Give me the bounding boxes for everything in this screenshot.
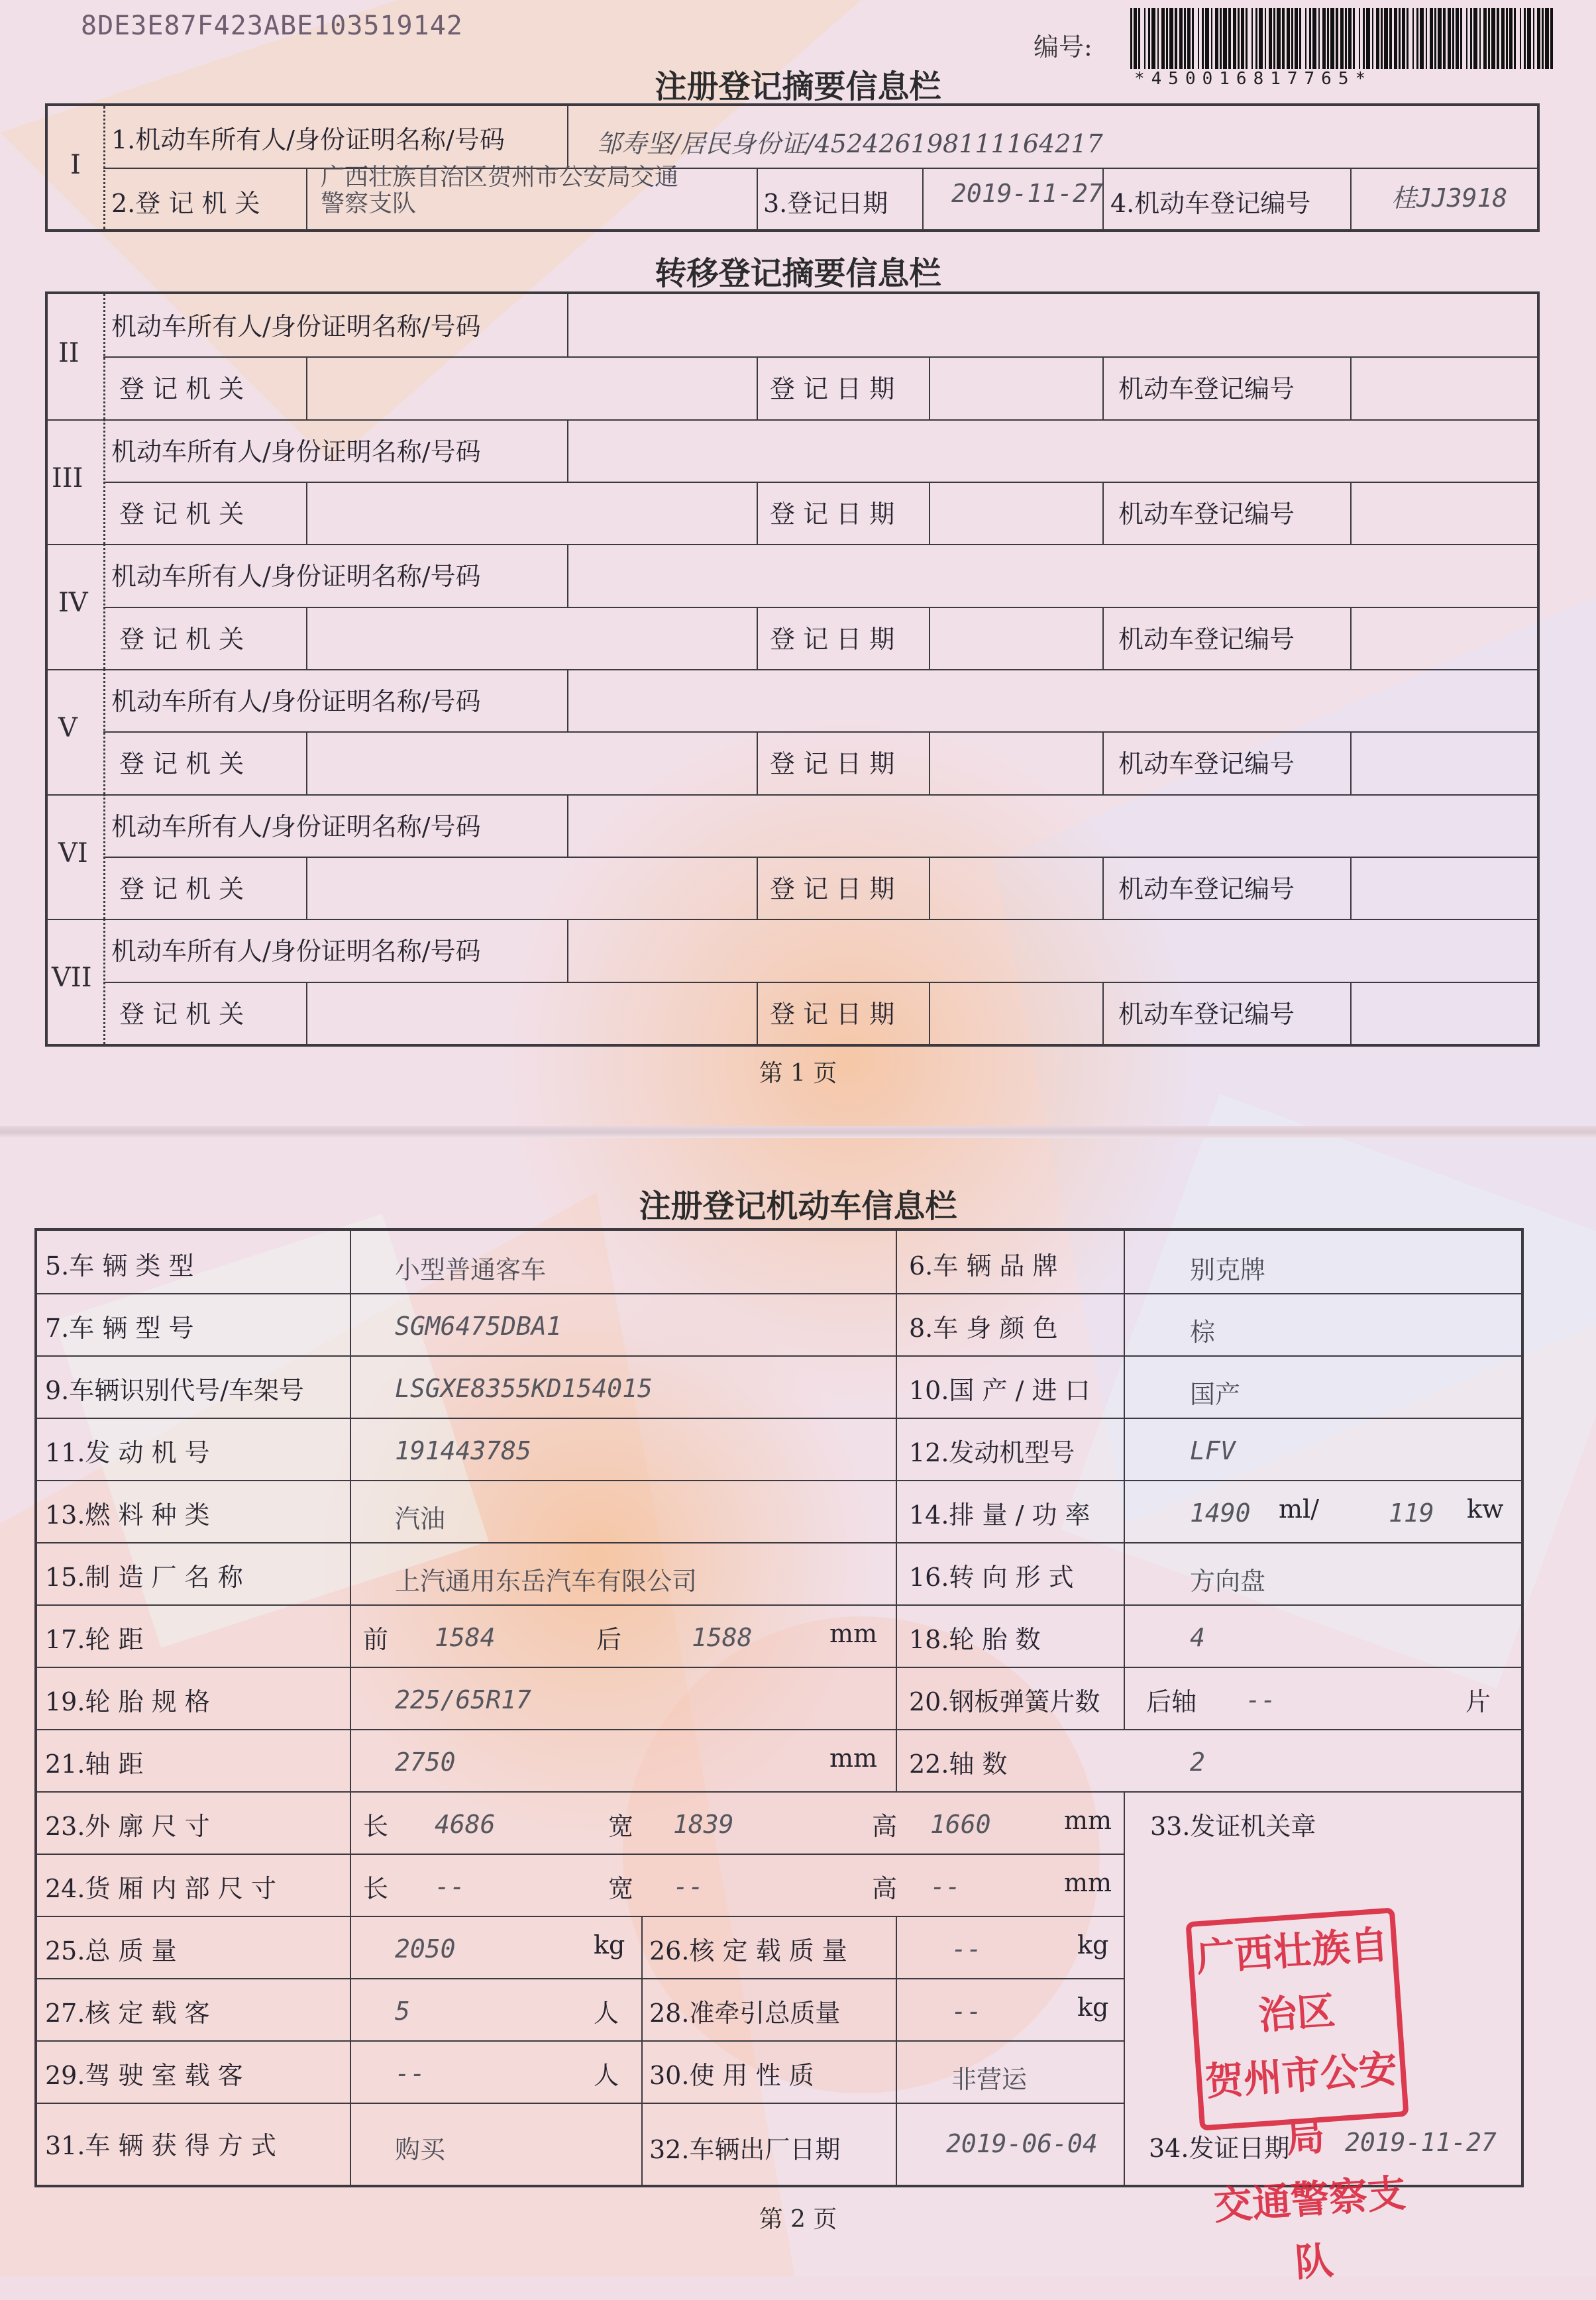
- barcode-bar: [1353, 8, 1355, 69]
- cargo-width-label: 宽: [608, 1874, 634, 1903]
- barcode-bar: [1184, 8, 1186, 69]
- steering-label: 16.转 向 形 式: [909, 1563, 1074, 1592]
- cab-passengers-unit: 人: [594, 2061, 619, 2090]
- barcode-bar: [1533, 8, 1534, 69]
- barcode-bar: [1265, 8, 1266, 69]
- barcode-bar: [1345, 8, 1347, 69]
- barcode-bar: [1412, 8, 1414, 69]
- registration-date-value: 2019-11-27: [951, 179, 1103, 208]
- barcode-bar: [1488, 8, 1490, 69]
- engine-number-value: 191443785: [395, 1436, 531, 1465]
- barcode-bar: [1527, 8, 1531, 69]
- barcode-bar: [1151, 8, 1155, 69]
- barcode-bar: [1420, 8, 1424, 69]
- cargo-width-value: --: [673, 1872, 704, 1901]
- barcode-bar: [1426, 8, 1427, 69]
- barcode-bar: [1287, 8, 1290, 69]
- transfer-owner-label: 机动车所有人/身份证明名称/号码: [111, 687, 481, 716]
- cargo-height-value: --: [930, 1872, 961, 1901]
- track-rear-value: 1588: [692, 1623, 753, 1652]
- transfer-authority-label: 登 记 机 关: [119, 999, 244, 1029]
- barcode-bar: [1202, 8, 1204, 69]
- leaf-spring-unit: 片: [1465, 1687, 1491, 1716]
- row-numeral-1: I: [70, 150, 81, 180]
- cab-passengers-value: --: [395, 2059, 425, 2088]
- transfer-date-label: 登 记 日 期: [770, 499, 895, 529]
- barcode-bar: [1443, 8, 1446, 69]
- barcode-bar: [1233, 8, 1236, 69]
- origin-label: 10.国 产 / 进 口: [909, 1376, 1091, 1405]
- tire-count-label: 18.轮 胎 数: [909, 1625, 1041, 1654]
- barcode-bar: [1359, 8, 1360, 69]
- barcode-bar: [1157, 8, 1159, 69]
- transfer-owner-label: 机动车所有人/身份证明名称/号码: [111, 312, 481, 341]
- barcode-bar: [1394, 8, 1397, 69]
- barcode-bar: [1402, 8, 1405, 69]
- cargo-height-label: 高: [872, 1874, 898, 1903]
- track-unit: mm: [829, 1619, 878, 1648]
- vehicle-model-label: 7.车 辆 型 号: [45, 1314, 194, 1343]
- page-number-1: 第 1 页: [759, 1060, 837, 1087]
- transfer-owner-label: 机动车所有人/身份证明名称/号码: [111, 811, 481, 841]
- barcode-bar: [1340, 8, 1344, 69]
- barcode-bar: [1336, 8, 1338, 69]
- transfer-authority-label: 登 记 机 关: [119, 374, 244, 404]
- barcode-bar: [1198, 8, 1199, 69]
- body-color-value: 棕: [1190, 1318, 1216, 1347]
- barcode-bar: [1376, 8, 1379, 69]
- barcode-bar: [1238, 8, 1240, 69]
- barcode-number: *450016817765*: [1134, 69, 1373, 89]
- displacement-power-label: 14.排 量 / 功 率: [909, 1500, 1091, 1530]
- leaf-spring-label: 20.钢板弹簧片数: [909, 1687, 1100, 1716]
- barcode-bar: [1438, 8, 1442, 69]
- document-serial-code: 8DE3E87F423ABE103519142: [81, 11, 463, 41]
- outer-length-label: 长: [363, 1812, 389, 1841]
- transfer-owner-label: 机动车所有人/身份证明名称/号码: [111, 437, 481, 466]
- barcode-bar: [1246, 8, 1248, 69]
- acquisition-method-label: 31.车 辆 获 得 方 式: [45, 2131, 276, 2160]
- rated-passengers-label: 27.核 定 载 客: [45, 1999, 210, 2028]
- gross-mass-value: 2050: [395, 1934, 456, 1963]
- barcode-bar: [1318, 8, 1320, 69]
- usage-nature-label: 30.使 用 性 质: [649, 2061, 814, 2090]
- leaf-spring-axle: 后轴: [1146, 1687, 1197, 1716]
- barcode-bar: [1166, 8, 1168, 69]
- cargo-length-value: --: [435, 1872, 465, 1901]
- towing-mass-value: --: [951, 1997, 982, 2026]
- transfer-owner-label: 机动车所有人/身份证明名称/号码: [111, 937, 481, 967]
- outer-height-label: 高: [872, 1812, 898, 1841]
- wheelbase-label: 21.轴 距: [45, 1750, 144, 1779]
- power-value: 119: [1389, 1498, 1434, 1528]
- owner-value: 邹寿坚/居民身份证/452426198111164217: [596, 129, 1103, 158]
- vehicle-brand-value: 别克牌: [1190, 1255, 1266, 1284]
- barcode-bar: [1175, 8, 1177, 69]
- barcode-bar: [1384, 8, 1388, 69]
- manufacturer-label: 15.制 造 厂 名 称: [45, 1563, 243, 1592]
- fuel-type-label: 13.燃 料 种 类: [45, 1500, 210, 1530]
- transfer-registration-number-label: 机动车登记编号: [1118, 624, 1295, 654]
- registration-number-value: 桂JJ3918: [1391, 183, 1508, 213]
- outer-dimensions-label: 23.外 廓 尺 寸: [45, 1812, 210, 1841]
- vehicle-type-value: 小型普通客车: [395, 1255, 547, 1284]
- axle-count-label: 22.轴 数: [909, 1750, 1008, 1779]
- transfer-date-label: 登 记 日 期: [770, 374, 895, 404]
- barcode-bar: [1366, 8, 1370, 69]
- barcode-bar: [1542, 8, 1544, 69]
- barcode-bar: [1255, 8, 1257, 69]
- barcode-bar: [1134, 8, 1137, 69]
- barcode-bar: [1220, 8, 1222, 69]
- barcode-bar: [1372, 8, 1373, 69]
- transfer-registration-number-label: 机动车登记编号: [1118, 874, 1295, 904]
- barcode-bar: [1305, 8, 1306, 69]
- cab-passengers-label: 29.驾 驶 室 载 客: [45, 2061, 243, 2090]
- barcode-bar: [1501, 8, 1505, 69]
- barcode-bar: [1537, 8, 1540, 69]
- barcode-bar: [1399, 8, 1401, 69]
- barcode-bar: [1456, 8, 1459, 69]
- transfer-registration-number-label: 机动车登记编号: [1118, 749, 1295, 779]
- barcode-bar: [1473, 8, 1477, 69]
- manufacture-date-value: 2019-06-04: [946, 2129, 1098, 2158]
- origin-value: 国产: [1190, 1380, 1241, 1409]
- barcode-bar: [1291, 8, 1293, 69]
- cargo-dimensions-unit: mm: [1064, 1868, 1112, 1897]
- wheelbase-value: 2750: [395, 1748, 456, 1777]
- rated-load-label: 26.核 定 载 质 量: [649, 1936, 847, 1965]
- transfer-registration-number-label: 机动车登记编号: [1118, 999, 1295, 1029]
- transfer-row-numeral: VII: [52, 963, 92, 994]
- barcode-bar: [1228, 8, 1231, 69]
- transfer-authority-label: 登 记 机 关: [119, 499, 244, 529]
- barcode-bar: [1491, 8, 1495, 69]
- acquisition-method-value: 购买: [395, 2135, 446, 2164]
- barcode-bar: [1416, 8, 1418, 69]
- barcode-bar: [1497, 8, 1499, 69]
- registration-summary-title: 注册登记摘要信息栏: [655, 68, 941, 105]
- barcode-bar: [1434, 8, 1436, 69]
- barcode-bar: [1161, 8, 1165, 69]
- barcode-bar: [1144, 8, 1145, 69]
- barcode-bar: [1514, 8, 1516, 69]
- barcode-bar: [1448, 8, 1451, 69]
- barcode-bar: [1277, 8, 1281, 69]
- outer-length-value: 4686: [435, 1810, 496, 1839]
- owner-label: 1.机动车所有人/身份证明名称/号码: [111, 125, 505, 154]
- authority-value: 广西壮族自治区贺州市公安局交通 警察支队: [321, 164, 679, 217]
- manufacturer-value: 上汽通用东岳汽车有限公司: [395, 1567, 698, 1596]
- barcode-bar: [1312, 8, 1316, 69]
- barcode-bar: [1545, 8, 1549, 69]
- barcode-bar: [1330, 8, 1334, 69]
- cargo-length-label: 长: [363, 1874, 389, 1903]
- barcode-bar: [1269, 8, 1272, 69]
- transfer-authority-label: 登 记 机 关: [119, 874, 244, 904]
- engine-model-label: 12.发动机型号: [909, 1438, 1075, 1467]
- barcode-bar: [1241, 8, 1244, 69]
- rated-load-value: --: [951, 1934, 982, 1963]
- barcode-bar: [1506, 8, 1508, 69]
- vehicle-info-title: 注册登记机动车信息栏: [639, 1188, 957, 1225]
- transfer-date-label: 登 记 日 期: [770, 749, 895, 779]
- transfer-summary-title: 转移登记摘要信息栏: [655, 255, 941, 292]
- issuing-authority-seal-label: 33.发证机关章: [1150, 1812, 1316, 1841]
- barcode-bar: [1550, 8, 1553, 69]
- tire-spec-label: 19.轮 胎 规 格: [45, 1687, 210, 1716]
- steering-value: 方向盘: [1190, 1567, 1266, 1596]
- leaf-spring-value: --: [1246, 1685, 1276, 1714]
- barcode-bar: [1309, 8, 1311, 69]
- transfer-row-numeral: IV: [58, 588, 88, 619]
- fuel-type-value: 汽油: [395, 1504, 446, 1534]
- track-front-value: 1584: [435, 1623, 496, 1652]
- barcode-bar: [1407, 8, 1409, 69]
- barcode-bar: [1282, 8, 1285, 69]
- tire-spec-value: 225/65R17: [395, 1685, 531, 1714]
- barcode-bar: [1327, 8, 1329, 69]
- transfer-registration-number-label: 机动车登记编号: [1118, 374, 1295, 404]
- vehicle-model-value: SGM6475DBA1: [395, 1312, 562, 1341]
- barcode-bar: [1223, 8, 1227, 69]
- issuing-authority-seal: 广西壮族自治区 贺州市公安局 交通警察支队: [1185, 1907, 1409, 2130]
- barcode-bar: [1381, 8, 1383, 69]
- barcode-bar: [1509, 8, 1513, 69]
- barcode-bar: [1179, 8, 1183, 69]
- transfer-date-label: 登 记 日 期: [770, 999, 895, 1029]
- track-label: 17.轮 距: [45, 1625, 144, 1654]
- transfer-row-numeral: II: [58, 338, 80, 368]
- wheelbase-unit: mm: [829, 1744, 878, 1773]
- barcode-bar: [1138, 8, 1140, 69]
- vehicle-brand-label: 6.车 辆 品 牌: [909, 1251, 1058, 1281]
- engine-number-label: 11.发 动 机 号: [45, 1438, 210, 1467]
- towing-mass-unit: kg: [1077, 1993, 1109, 2022]
- barcode-bar: [1470, 8, 1472, 69]
- rated-load-unit: kg: [1077, 1930, 1109, 1960]
- vin-value: LSGXE8355KD154015: [395, 1374, 653, 1403]
- power-unit: kw: [1467, 1494, 1504, 1524]
- rated-passengers-unit: 人: [594, 1999, 619, 2028]
- issue-date-label: 34.发证日期: [1149, 2134, 1290, 2163]
- barcode-bar: [1205, 8, 1209, 69]
- barcode-bar: [1169, 8, 1173, 69]
- transfer-owner-label: 机动车所有人/身份证明名称/号码: [111, 562, 481, 592]
- barcode-bar: [1130, 8, 1132, 69]
- displacement-value: 1490: [1190, 1498, 1251, 1528]
- barcode-bar: [1299, 8, 1301, 69]
- gross-mass-label: 25.总 质 量: [45, 1936, 177, 1965]
- barcode-bar: [1322, 8, 1326, 69]
- vin-label: 9.车辆识别代号/车架号: [45, 1376, 305, 1405]
- barcode-bar: [1460, 8, 1462, 69]
- manufacture-date-label: 32.车辆出厂日期: [649, 2135, 841, 2164]
- barcode-bar: [1363, 8, 1365, 69]
- barcode-bar: [1389, 8, 1392, 69]
- transfer-row-numeral: V: [58, 713, 78, 743]
- barcode-bar: [1479, 8, 1481, 69]
- barcode-bar: [1215, 8, 1218, 69]
- page-number-2: 第 2 页: [759, 2206, 837, 2233]
- displacement-unit: ml/: [1279, 1494, 1319, 1524]
- barcode-bar: [1187, 8, 1191, 69]
- barcode-bar: [1259, 8, 1263, 69]
- outer-width-value: 1839: [673, 1810, 734, 1839]
- barcode-bar: [1520, 8, 1521, 69]
- barcode-bar: [1524, 8, 1526, 69]
- track-front-label: 前: [363, 1625, 389, 1654]
- outer-width-label: 宽: [608, 1812, 634, 1841]
- barcode-bar: [1192, 8, 1194, 69]
- engine-model-value: LFV: [1190, 1436, 1236, 1465]
- barcode-bar: [1295, 8, 1298, 69]
- transfer-authority-label: 登 记 机 关: [119, 624, 244, 654]
- track-rear-label: 后: [596, 1625, 622, 1654]
- barcode-bar: [1452, 8, 1454, 69]
- body-color-label: 8.车 身 颜 色: [909, 1314, 1058, 1343]
- barcode-bar: [1483, 8, 1487, 69]
- barcode-bar: [1148, 8, 1150, 69]
- barcode-bar: [1273, 8, 1275, 69]
- transfer-row-numeral: VI: [58, 837, 88, 868]
- usage-nature-value: 非营运: [951, 2065, 1028, 2094]
- issue-date-value: 2019-11-27: [1345, 2128, 1497, 2157]
- page-fold: [0, 1126, 1596, 1138]
- transfer-date-label: 登 记 日 期: [770, 874, 895, 904]
- authority-label: 2.登 记 机 关: [111, 189, 260, 218]
- registration-number-label: 4.机动车登记编号: [1110, 189, 1311, 218]
- barcode: [1130, 8, 1554, 69]
- transfer-authority-label: 登 记 机 关: [119, 749, 244, 779]
- gross-mass-unit: kg: [594, 1930, 625, 1960]
- axle-count-value: 2: [1190, 1748, 1205, 1777]
- transfer-date-label: 登 记 日 期: [770, 624, 895, 654]
- transfer-row-numeral: III: [52, 462, 83, 494]
- registration-date-label: 3.登记日期: [763, 189, 888, 218]
- barcode-bar: [1466, 8, 1467, 69]
- outer-dimensions-unit: mm: [1064, 1806, 1112, 1835]
- outer-height-value: 1660: [930, 1810, 991, 1839]
- number-label: 编号:: [1034, 32, 1092, 62]
- barcode-bar: [1430, 8, 1433, 69]
- towing-mass-label: 28.准牵引总质量: [649, 1999, 841, 2028]
- barcode-bar: [1348, 8, 1352, 69]
- barcode-bar: [1251, 8, 1253, 69]
- cargo-dimensions-label: 24.货 厢 内 部 尺 寸: [45, 1874, 276, 1903]
- vehicle-type-label: 5.车 辆 类 型: [45, 1251, 194, 1281]
- rated-passengers-value: 5: [395, 1997, 410, 2026]
- tire-count-value: 4: [1190, 1623, 1205, 1652]
- barcode-bar: [1211, 8, 1212, 69]
- transfer-registration-number-label: 机动车登记编号: [1118, 499, 1295, 529]
